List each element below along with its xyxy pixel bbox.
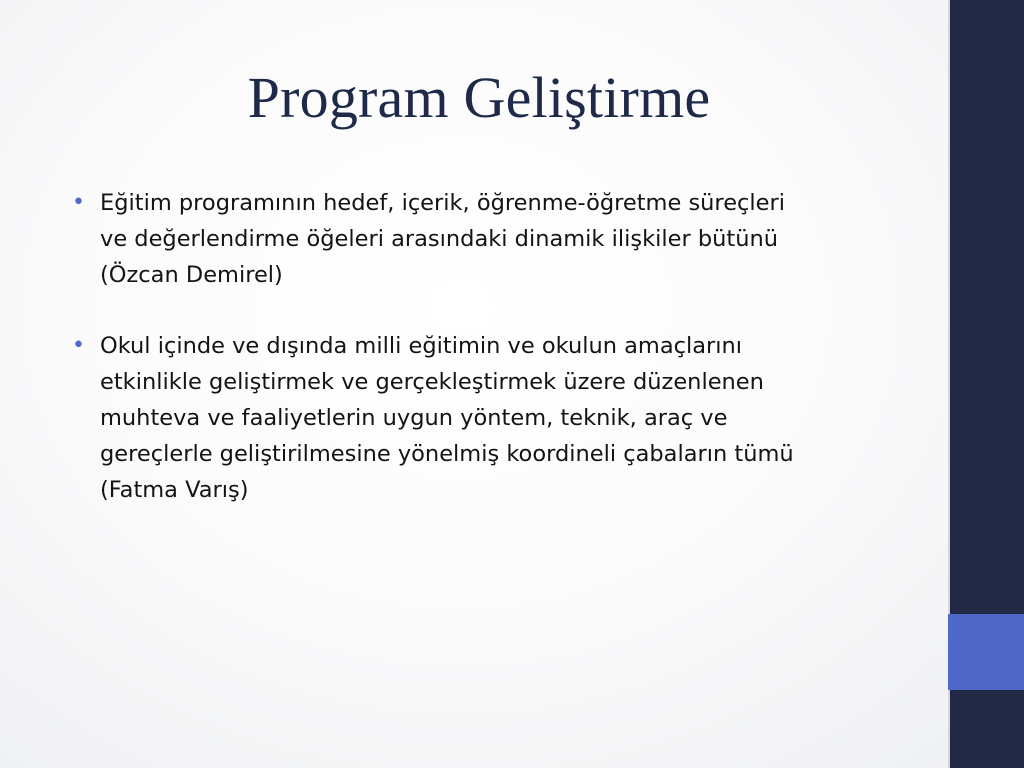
- bullet-item-1: [72, 185, 892, 293]
- decorative-sidebar: [948, 0, 1024, 768]
- bullet-line: muhteva ve faaliyetlerin uygun yöntem, teknik, araç ve: [100, 405, 728, 431]
- bullet-icon: •: [72, 190, 85, 215]
- bullet-line: (Özcan Demirel): [100, 262, 283, 288]
- bullet-line: ve değerlendirme öğeleri arasındaki dinamik ilişkiler bütünü: [100, 226, 778, 252]
- bullet-icon: •: [72, 333, 85, 358]
- bullet-line: (Fatma Varış): [100, 477, 249, 503]
- bullet-item-2: [72, 328, 892, 508]
- sidebar-accent-square: [948, 614, 1024, 690]
- slide-title: Program Geliştirme: [247, 65, 711, 130]
- bullet-line: Okul içinde ve dışında milli eğitimin ve okulun amaçlarını: [100, 333, 743, 359]
- bullet-line: etkinlikle geliştirmek ve gerçekleştirmek üzere düzenlenen: [100, 369, 764, 395]
- slide-body: [72, 185, 892, 543]
- bullet-line: gereçlerle geliştirilmesine yönelmiş koordineli çabaların tümü: [100, 441, 794, 467]
- bullet-line: Eğitim programının hedef, içerik, öğrenme-öğretme süreçleri: [100, 190, 785, 216]
